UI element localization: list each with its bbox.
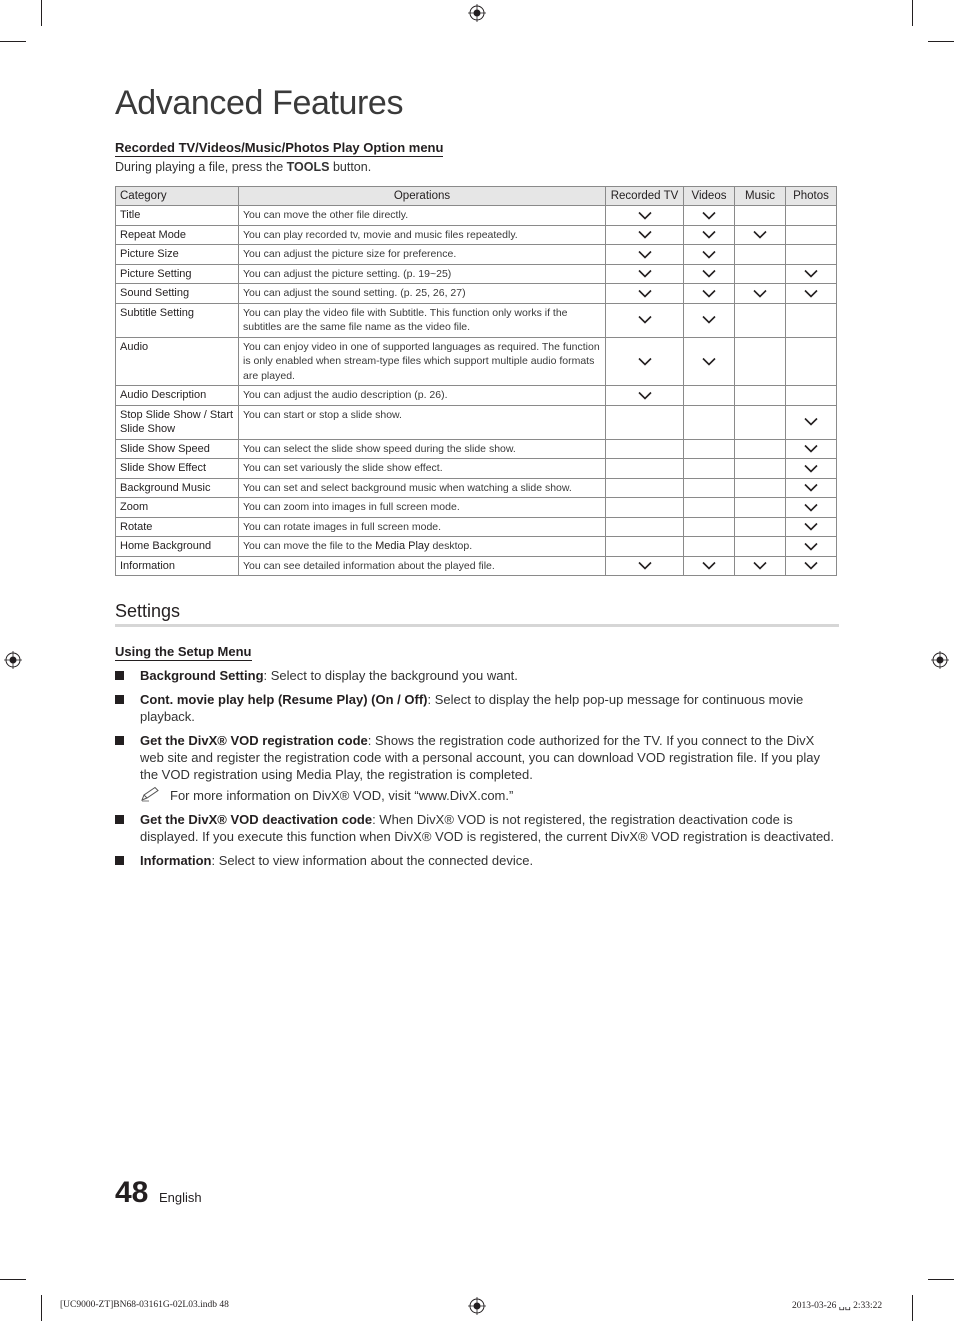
page-title: Advanced Features <box>115 84 404 122</box>
column-header-operations: Operations <box>239 187 606 206</box>
list-item <box>115 811 839 845</box>
checkmark-icon <box>753 561 767 570</box>
operation-cell: You can select the slide show speed during the slide show. <box>239 439 606 459</box>
list-item <box>115 732 839 804</box>
table-row <box>116 245 837 265</box>
setting-term: Background Setting <box>140 668 264 683</box>
support-cell <box>684 303 735 337</box>
column-header-photos: Photos <box>786 187 837 206</box>
support-cell <box>606 405 684 439</box>
support-cell <box>735 478 786 498</box>
support-cell <box>735 439 786 459</box>
table-row <box>116 303 837 337</box>
table-row <box>116 439 837 459</box>
support-cell <box>684 245 735 265</box>
support-cell <box>735 245 786 265</box>
crop-mark <box>928 41 954 42</box>
table-row <box>116 284 837 304</box>
table-row <box>116 478 837 498</box>
setting-description: : Select to display the help pop-up message for continuous movie playback. <box>140 692 804 724</box>
setup-menu-list <box>115 667 839 876</box>
print-slug-file: [UC9000-ZT]BN68-03161G-02L03.indb 48 <box>60 1300 229 1310</box>
table-header-row <box>116 187 837 206</box>
support-cell <box>735 284 786 304</box>
checkmark-icon <box>753 230 767 239</box>
checkmark-icon <box>804 289 818 298</box>
crop-mark <box>0 1279 26 1280</box>
support-cell <box>684 337 735 386</box>
registration-mark-icon <box>4 651 22 669</box>
operation-cell: You can start or stop a slide show. <box>239 405 606 439</box>
support-cell <box>735 405 786 439</box>
support-cell <box>684 284 735 304</box>
checkmark-icon <box>638 211 652 220</box>
crop-mark <box>928 1279 954 1280</box>
operation-cell: You can play recorded tv, movie and music files repeatedly. <box>239 225 606 245</box>
support-cell <box>786 264 837 284</box>
support-cell <box>786 337 837 386</box>
page-number: 48 <box>115 1176 149 1209</box>
setting-description: : Select to display the background you want. <box>263 668 518 683</box>
page-language: English <box>159 1190 202 1205</box>
settings-divider <box>115 624 839 627</box>
media-play-term: Media Play <box>375 540 430 552</box>
support-cell <box>735 206 786 226</box>
play-option-table <box>115 186 837 576</box>
support-cell <box>606 245 684 265</box>
print-slug-date: 2013-03-26 ␣␣ 2:33:22 <box>792 1301 883 1311</box>
support-cell <box>735 337 786 386</box>
tools-key: TOOLS <box>286 160 330 174</box>
setting-description: : When DivX® VOD is not registered, the registration deactivation code is displayed. If you execute this function when DivX® VOD is registered, the current DivX® VOD registration is deactivated. <box>140 812 835 844</box>
operation-cell: You can enjoy video in one of supported languages as required. The function is only enabled when stream-type files which support multiple audio formats are played. <box>239 337 606 386</box>
table-row <box>116 405 837 439</box>
support-cell <box>735 264 786 284</box>
note-text: For more information on DivX® VOD, visit “www.DivX.com.” <box>170 788 514 803</box>
support-cell <box>606 459 684 479</box>
category-cell: Title <box>116 206 239 226</box>
settings-heading: Settings <box>115 601 181 621</box>
support-cell <box>735 303 786 337</box>
checkmark-icon <box>702 561 716 570</box>
column-header-videos: Videos <box>684 187 735 206</box>
checkmark-icon <box>753 289 767 298</box>
category-cell: Zoom <box>116 498 239 518</box>
support-cell <box>735 386 786 406</box>
support-cell <box>684 225 735 245</box>
checkmark-icon <box>638 230 652 239</box>
list-item <box>115 691 839 725</box>
checkmark-icon <box>804 503 818 512</box>
support-cell <box>735 498 786 518</box>
note <box>140 787 839 804</box>
column-header-recorded-tv: Recorded TV <box>606 187 684 206</box>
support-cell <box>735 556 786 576</box>
support-cell <box>684 206 735 226</box>
operation-cell: You can play the video file with Subtitle. This function only works if the subtitles are the same file name as the video file. <box>239 303 606 337</box>
checkmark-icon <box>804 417 818 426</box>
checkmark-icon <box>638 391 652 400</box>
operation-text: You can move the file to the <box>243 540 376 552</box>
checkmark-icon <box>638 561 652 570</box>
support-cell <box>684 517 735 537</box>
operation-cell <box>239 537 606 557</box>
operation-cell: You can see detailed information about the played file. <box>239 556 606 576</box>
registration-mark-icon <box>468 1297 486 1315</box>
registration-mark-icon <box>931 651 949 669</box>
checkmark-icon <box>702 230 716 239</box>
pencil-note-icon <box>140 786 160 802</box>
support-cell <box>786 303 837 337</box>
play-option-intro <box>115 160 371 174</box>
support-cell <box>786 284 837 304</box>
support-cell <box>684 405 735 439</box>
operation-cell: You can adjust the picture size for preference. <box>239 245 606 265</box>
category-cell: Audio <box>116 337 239 386</box>
setup-menu-heading: Using the Setup Menu <box>115 644 252 659</box>
operation-cell: You can set variously the slide show effect. <box>239 459 606 479</box>
setting-term: Information <box>140 853 212 868</box>
setting-term: Get the DivX® VOD deactivation code <box>140 812 373 827</box>
category-cell: Slide Show Speed <box>116 439 239 459</box>
operation-cell: You can rotate images in full screen mode. <box>239 517 606 537</box>
checkmark-icon <box>702 269 716 278</box>
support-cell <box>606 517 684 537</box>
support-cell <box>684 498 735 518</box>
checkmark-icon <box>804 444 818 453</box>
list-item <box>115 852 839 869</box>
support-cell <box>606 386 684 406</box>
checkmark-icon <box>804 464 818 473</box>
checkmark-icon <box>638 315 652 324</box>
category-cell: Slide Show Effect <box>116 459 239 479</box>
category-cell: Background Music <box>116 478 239 498</box>
registration-mark-icon <box>468 4 486 22</box>
crop-mark <box>41 1295 42 1321</box>
support-cell <box>786 439 837 459</box>
support-cell <box>606 303 684 337</box>
category-cell: Sound Setting <box>116 284 239 304</box>
table-row <box>116 537 837 557</box>
category-cell: Rotate <box>116 517 239 537</box>
bullet-square-icon <box>115 736 124 745</box>
category-cell: Home Background <box>116 537 239 557</box>
setting-description: : Shows the registration code authorized for the TV. If you connect to the DivX web site and register the registration code with a personal account, you can download VOD registration file. If you play the VOD registration using Media Play, the registration is completed. <box>140 733 820 782</box>
checkmark-icon <box>702 211 716 220</box>
category-cell: Audio Description <box>116 386 239 406</box>
support-cell <box>786 537 837 557</box>
support-cell <box>684 537 735 557</box>
support-cell <box>684 459 735 479</box>
checkmark-icon <box>702 289 716 298</box>
checkmark-icon <box>638 269 652 278</box>
support-cell <box>606 439 684 459</box>
intro-text-before: During playing a file, press the <box>115 160 287 174</box>
support-cell <box>606 337 684 386</box>
support-cell <box>786 225 837 245</box>
category-cell: Information <box>116 556 239 576</box>
support-cell <box>735 537 786 557</box>
support-cell <box>606 478 684 498</box>
support-cell <box>684 478 735 498</box>
category-cell: Picture Setting <box>116 264 239 284</box>
support-cell <box>786 517 837 537</box>
checkmark-icon <box>804 269 818 278</box>
column-header-category: Category <box>116 187 239 206</box>
checkmark-icon <box>804 561 818 570</box>
operation-cell: You can adjust the picture setting. (p. 19~25) <box>239 264 606 284</box>
support-cell <box>684 439 735 459</box>
play-option-heading: Recorded TV/Videos/Music/Photos Play Option menu <box>115 140 444 155</box>
operation-cell: You can adjust the audio description (p. 26). <box>239 386 606 406</box>
checkmark-icon <box>638 357 652 366</box>
support-cell <box>786 556 837 576</box>
table-row <box>116 517 837 537</box>
checkmark-icon <box>702 250 716 259</box>
checkmark-icon <box>638 250 652 259</box>
checkmark-icon <box>702 357 716 366</box>
setting-description: : Select to view information about the connected device. <box>211 853 534 868</box>
intro-text-after: button. <box>329 160 372 174</box>
support-cell <box>606 537 684 557</box>
checkmark-icon <box>804 483 818 492</box>
support-cell <box>606 284 684 304</box>
table-row <box>116 206 837 226</box>
crop-mark <box>912 0 913 26</box>
crop-mark <box>0 41 26 42</box>
bullet-square-icon <box>115 695 124 704</box>
table-row <box>116 498 837 518</box>
table-row <box>116 264 837 284</box>
category-cell: Stop Slide Show / Start Slide Show <box>116 405 239 439</box>
table-row <box>116 386 837 406</box>
operation-cell: You can zoom into images in full screen mode. <box>239 498 606 518</box>
category-cell: Subtitle Setting <box>116 303 239 337</box>
support-cell <box>684 556 735 576</box>
support-cell <box>735 517 786 537</box>
bullet-square-icon <box>115 856 124 865</box>
support-cell <box>786 405 837 439</box>
category-cell: Picture Size <box>116 245 239 265</box>
table-row <box>116 225 837 245</box>
bullet-square-icon <box>115 671 124 680</box>
table-row <box>116 556 837 576</box>
setting-term: Cont. movie play help (Resume Play) (On / Off) <box>140 692 428 707</box>
bullet-square-icon <box>115 815 124 824</box>
support-cell <box>606 206 684 226</box>
support-cell <box>735 459 786 479</box>
column-header-music: Music <box>735 187 786 206</box>
support-cell <box>786 459 837 479</box>
checkmark-icon <box>702 315 716 324</box>
checkmark-icon <box>804 542 818 551</box>
list-item <box>115 667 839 684</box>
operation-cell: You can move the other file directly. <box>239 206 606 226</box>
operation-text: desktop. <box>429 540 473 552</box>
operation-cell: You can set and select background music when watching a slide show. <box>239 478 606 498</box>
support-cell <box>786 386 837 406</box>
support-cell <box>606 225 684 245</box>
checkmark-icon <box>638 289 652 298</box>
checkmark-icon <box>804 522 818 531</box>
category-cell: Repeat Mode <box>116 225 239 245</box>
support-cell <box>606 498 684 518</box>
table-row <box>116 459 837 479</box>
support-cell <box>786 498 837 518</box>
support-cell <box>786 245 837 265</box>
setting-term: Get the DivX® VOD registration code <box>140 733 368 748</box>
table-row <box>116 337 837 386</box>
support-cell <box>606 264 684 284</box>
support-cell <box>786 478 837 498</box>
crop-mark <box>41 0 42 26</box>
crop-mark <box>912 1295 913 1321</box>
support-cell <box>606 556 684 576</box>
support-cell <box>735 225 786 245</box>
operation-cell: You can adjust the sound setting. (p. 25, 26, 27) <box>239 284 606 304</box>
support-cell <box>684 386 735 406</box>
support-cell <box>786 206 837 226</box>
support-cell <box>684 264 735 284</box>
